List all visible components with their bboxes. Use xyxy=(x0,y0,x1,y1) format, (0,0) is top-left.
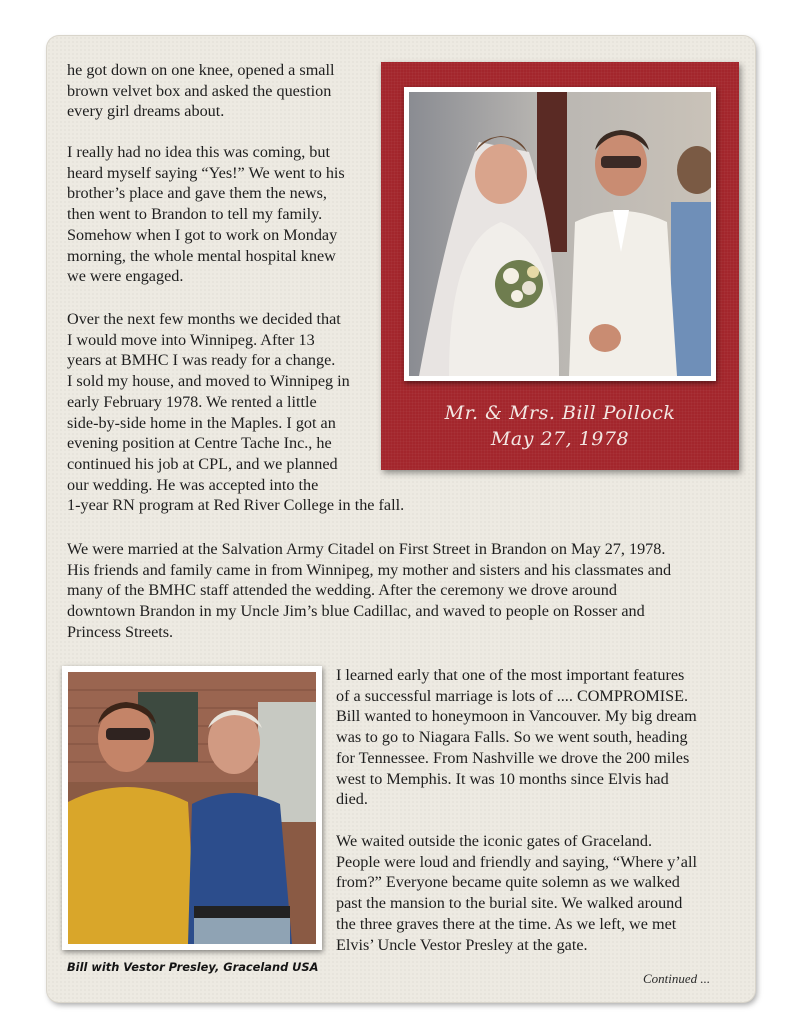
wedding-caption-line-1: Mr. & Mrs. Bill Pollock xyxy=(444,402,676,424)
text-line: past the mansion to the burial site. We walked around xyxy=(336,894,683,913)
text-line: he got down on one knee, opened a small xyxy=(67,61,335,79)
text-line: for Tennessee. From Nashville we drove the 200 miles xyxy=(336,748,690,767)
text-line: Bill wanted to honeymoon in Vancouver. My big dream xyxy=(336,707,697,726)
text-line: I learned early that one of the most important features xyxy=(336,666,685,684)
text-line: continued his job at CPL, and we planned xyxy=(67,454,338,473)
continued-label: Continued ... xyxy=(643,971,711,986)
paragraph-1 xyxy=(67,60,367,122)
text-line: our wedding. He was accepted into the xyxy=(67,475,319,494)
text-line: 1-year RN program at Red River College in the fall. xyxy=(67,496,405,515)
paragraph-6 xyxy=(336,831,717,955)
text-line: from?” Everyone became quite solemn as we walked xyxy=(336,873,680,892)
text-line: downtown Brandon in my Uncle Jim’s blue Cadillac, and waved to people on Rosser and xyxy=(67,602,645,621)
text-line: west to Memphis. It was 10 months since Elvis had xyxy=(336,769,669,788)
text-line: of a successful marriage is lots of .... COMPROMISE. xyxy=(336,686,689,705)
text-line: Elvis’ Uncle Vestor Presley at the gate. xyxy=(336,935,588,954)
text-line: Princess Streets. xyxy=(67,622,174,641)
wedding-photo-frame xyxy=(381,62,739,470)
text-line: We waited outside the iconic gates of Graceland. xyxy=(336,832,653,850)
paragraph-3 xyxy=(67,309,405,516)
text-line: brown velvet box and asked the question xyxy=(67,81,332,100)
paragraph-4 xyxy=(67,539,717,643)
text-line: I sold my house, and moved to Winnipeg in xyxy=(67,372,350,391)
text-line: brother’s place and gave them the news, xyxy=(67,184,327,203)
text-line: We were married at the Salvation Army Citadel on First Street in Brandon on May 27, 1978. xyxy=(67,540,666,558)
paragraph-5 xyxy=(336,665,717,810)
text-line: Somehow when I got to work on Monday xyxy=(67,225,338,244)
text-line: we were engaged. xyxy=(67,267,184,286)
text-line: died. xyxy=(336,790,368,809)
text-line: the three graves there at the time. As we left, we met xyxy=(336,914,677,933)
wedding-caption-line-2: May 27, 1978 xyxy=(490,428,630,450)
wedding-photo-image xyxy=(409,92,711,376)
vestor-photo-image xyxy=(68,672,316,944)
text-line: side-by-side home in the Maples. I got an xyxy=(67,413,336,432)
text-line: People were loud and friendly and saying, “Where y’all xyxy=(336,852,697,871)
text-line: early February 1978. We rented a little xyxy=(67,392,317,411)
text-line: I really had no idea this was coming, but xyxy=(67,143,330,161)
text-line: many of the BMHC staff attended the wedding. After the ceremony we drove around xyxy=(67,581,617,600)
photo-caption: Bill with Vestor Presley, Graceland USA xyxy=(67,960,319,974)
text-line: I would move into Winnipeg. After 13 xyxy=(67,330,315,349)
text-line: His friends and family came in from Winnipeg, my mother and sisters and his classmates and xyxy=(67,560,672,579)
text-line: Over the next few months we decided that xyxy=(67,310,341,328)
paragraph-2 xyxy=(67,142,367,287)
text-line: every girl dreams about. xyxy=(67,102,225,121)
vestor-photo xyxy=(62,666,322,950)
text-line: evening position at Centre Tache Inc., he xyxy=(67,434,332,453)
text-line: then went to Brandon to tell my family. xyxy=(67,205,323,224)
text-line: heard myself saying “Yes!” We went to his xyxy=(67,163,345,182)
text-line: morning, the whole mental hospital knew xyxy=(67,246,336,265)
text-line: was to go to Niagara Falls. So we went south, heading xyxy=(336,728,688,747)
wedding-photo xyxy=(404,87,716,381)
text-line: years at BMHC I was ready for a change. xyxy=(67,351,336,370)
